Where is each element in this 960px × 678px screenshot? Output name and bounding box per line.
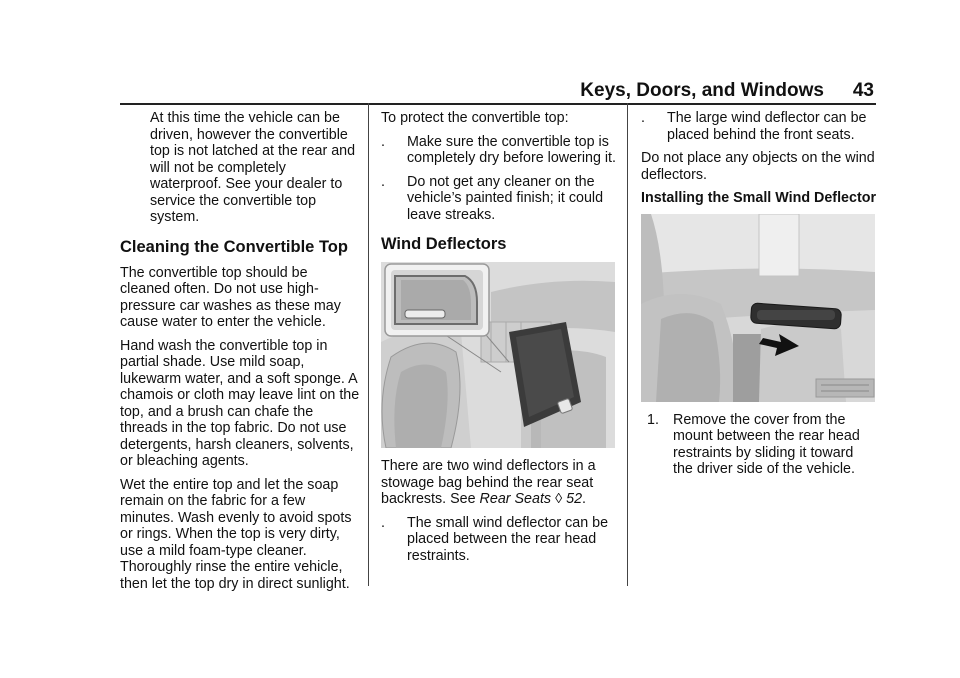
bullet-glyph: . xyxy=(381,133,385,150)
bullet-glyph: . xyxy=(381,514,385,531)
paragraph-wind-deflector-stowage xyxy=(381,458,617,508)
heading-wind-deflectors: Wind Deflectors xyxy=(381,235,507,253)
page-reference-number[interactable]: 52 xyxy=(566,491,583,507)
heading-cleaning-convertible-top: Cleaning the Convertible Top xyxy=(120,237,348,256)
step-text: Remove the cover from the mount between the rear head restraints by sliding it toward the driver side of the vehicle. xyxy=(673,411,860,477)
paragraph: To protect the convertible top: xyxy=(381,110,569,126)
paragraph: Hand wash the convertible top in partial shade. Use mild soap, lukewarm water, and a soft sponge. A chamois or cloth may leave lint on the top, and a brush can chafe the threads in the top fabric. Do not use detergents, harsh cleaners, solvents, or bleaching agents. xyxy=(120,337,360,469)
subheading-installing-small-wind-deflector: Installing the Small Wind Deflector xyxy=(641,190,877,206)
rear-seats-link[interactable]: Rear Seats xyxy=(479,491,552,507)
list-item xyxy=(381,515,617,565)
continued-paragraph: At this time the vehicle can be driven, however the convertible top is not latched at the rear and will not be completely waterproof. See your dealer to service the convertible top system. xyxy=(150,110,356,225)
column-divider-2 xyxy=(627,103,628,586)
list-item-text: Make sure the convertible top is completely dry before lowering it. xyxy=(407,133,616,166)
column-1 xyxy=(120,110,360,599)
list-item xyxy=(381,134,617,167)
column-3 xyxy=(641,110,877,478)
mount-cover-illustration-svg xyxy=(641,214,875,402)
page-reference-symbol: ◊ xyxy=(555,491,563,507)
step-1 xyxy=(647,412,877,478)
page-number: 43 xyxy=(852,80,874,101)
paragraph-text: There are two wind deflectors in a stowage bag behind the rear seat backrests. See xyxy=(381,458,596,507)
bullet-glyph: . xyxy=(381,173,385,190)
list-item-text: The large wind deflector can be placed behind the front seats. xyxy=(667,110,867,143)
paragraph: Do not place any objects on the wind deflectors. xyxy=(641,150,875,183)
paragraph: Wet the entire top and let the soap remain on the fabric for a few minutes. Wash evenly to avoid spots or rings. When the top is very dirty, use a mild foam-type cleaner. Thoroughly rinse the entire vehicle, then let the top dry in direct sunlight. xyxy=(120,476,352,592)
wind-deflector-stowage-illustration xyxy=(381,262,615,448)
section-title: Keys, Doors, and Windows xyxy=(580,80,824,101)
list-item-text: Do not get any cleaner on the vehicle’s painted finish; it could leave streaks. xyxy=(407,173,604,223)
bullet-glyph: . xyxy=(641,110,645,126)
list-item xyxy=(381,174,617,224)
column-2 xyxy=(381,110,617,571)
paragraph-end: . xyxy=(582,491,587,507)
page-header xyxy=(120,80,876,102)
step-number: 1. xyxy=(647,411,659,428)
list-item xyxy=(641,110,877,143)
small-wind-deflector-mount-illustration xyxy=(641,214,875,402)
stowage-bag-illustration-svg xyxy=(381,262,615,448)
list-item-text: The small wind deflector can be placed between the rear head restraints. xyxy=(407,514,609,564)
column-divider-1 xyxy=(368,103,369,586)
header-rule xyxy=(120,103,876,105)
paragraph: The convertible top should be cleaned often. Do not use high-pressure car washes as these may cause water to enter the vehicle. xyxy=(120,264,341,330)
